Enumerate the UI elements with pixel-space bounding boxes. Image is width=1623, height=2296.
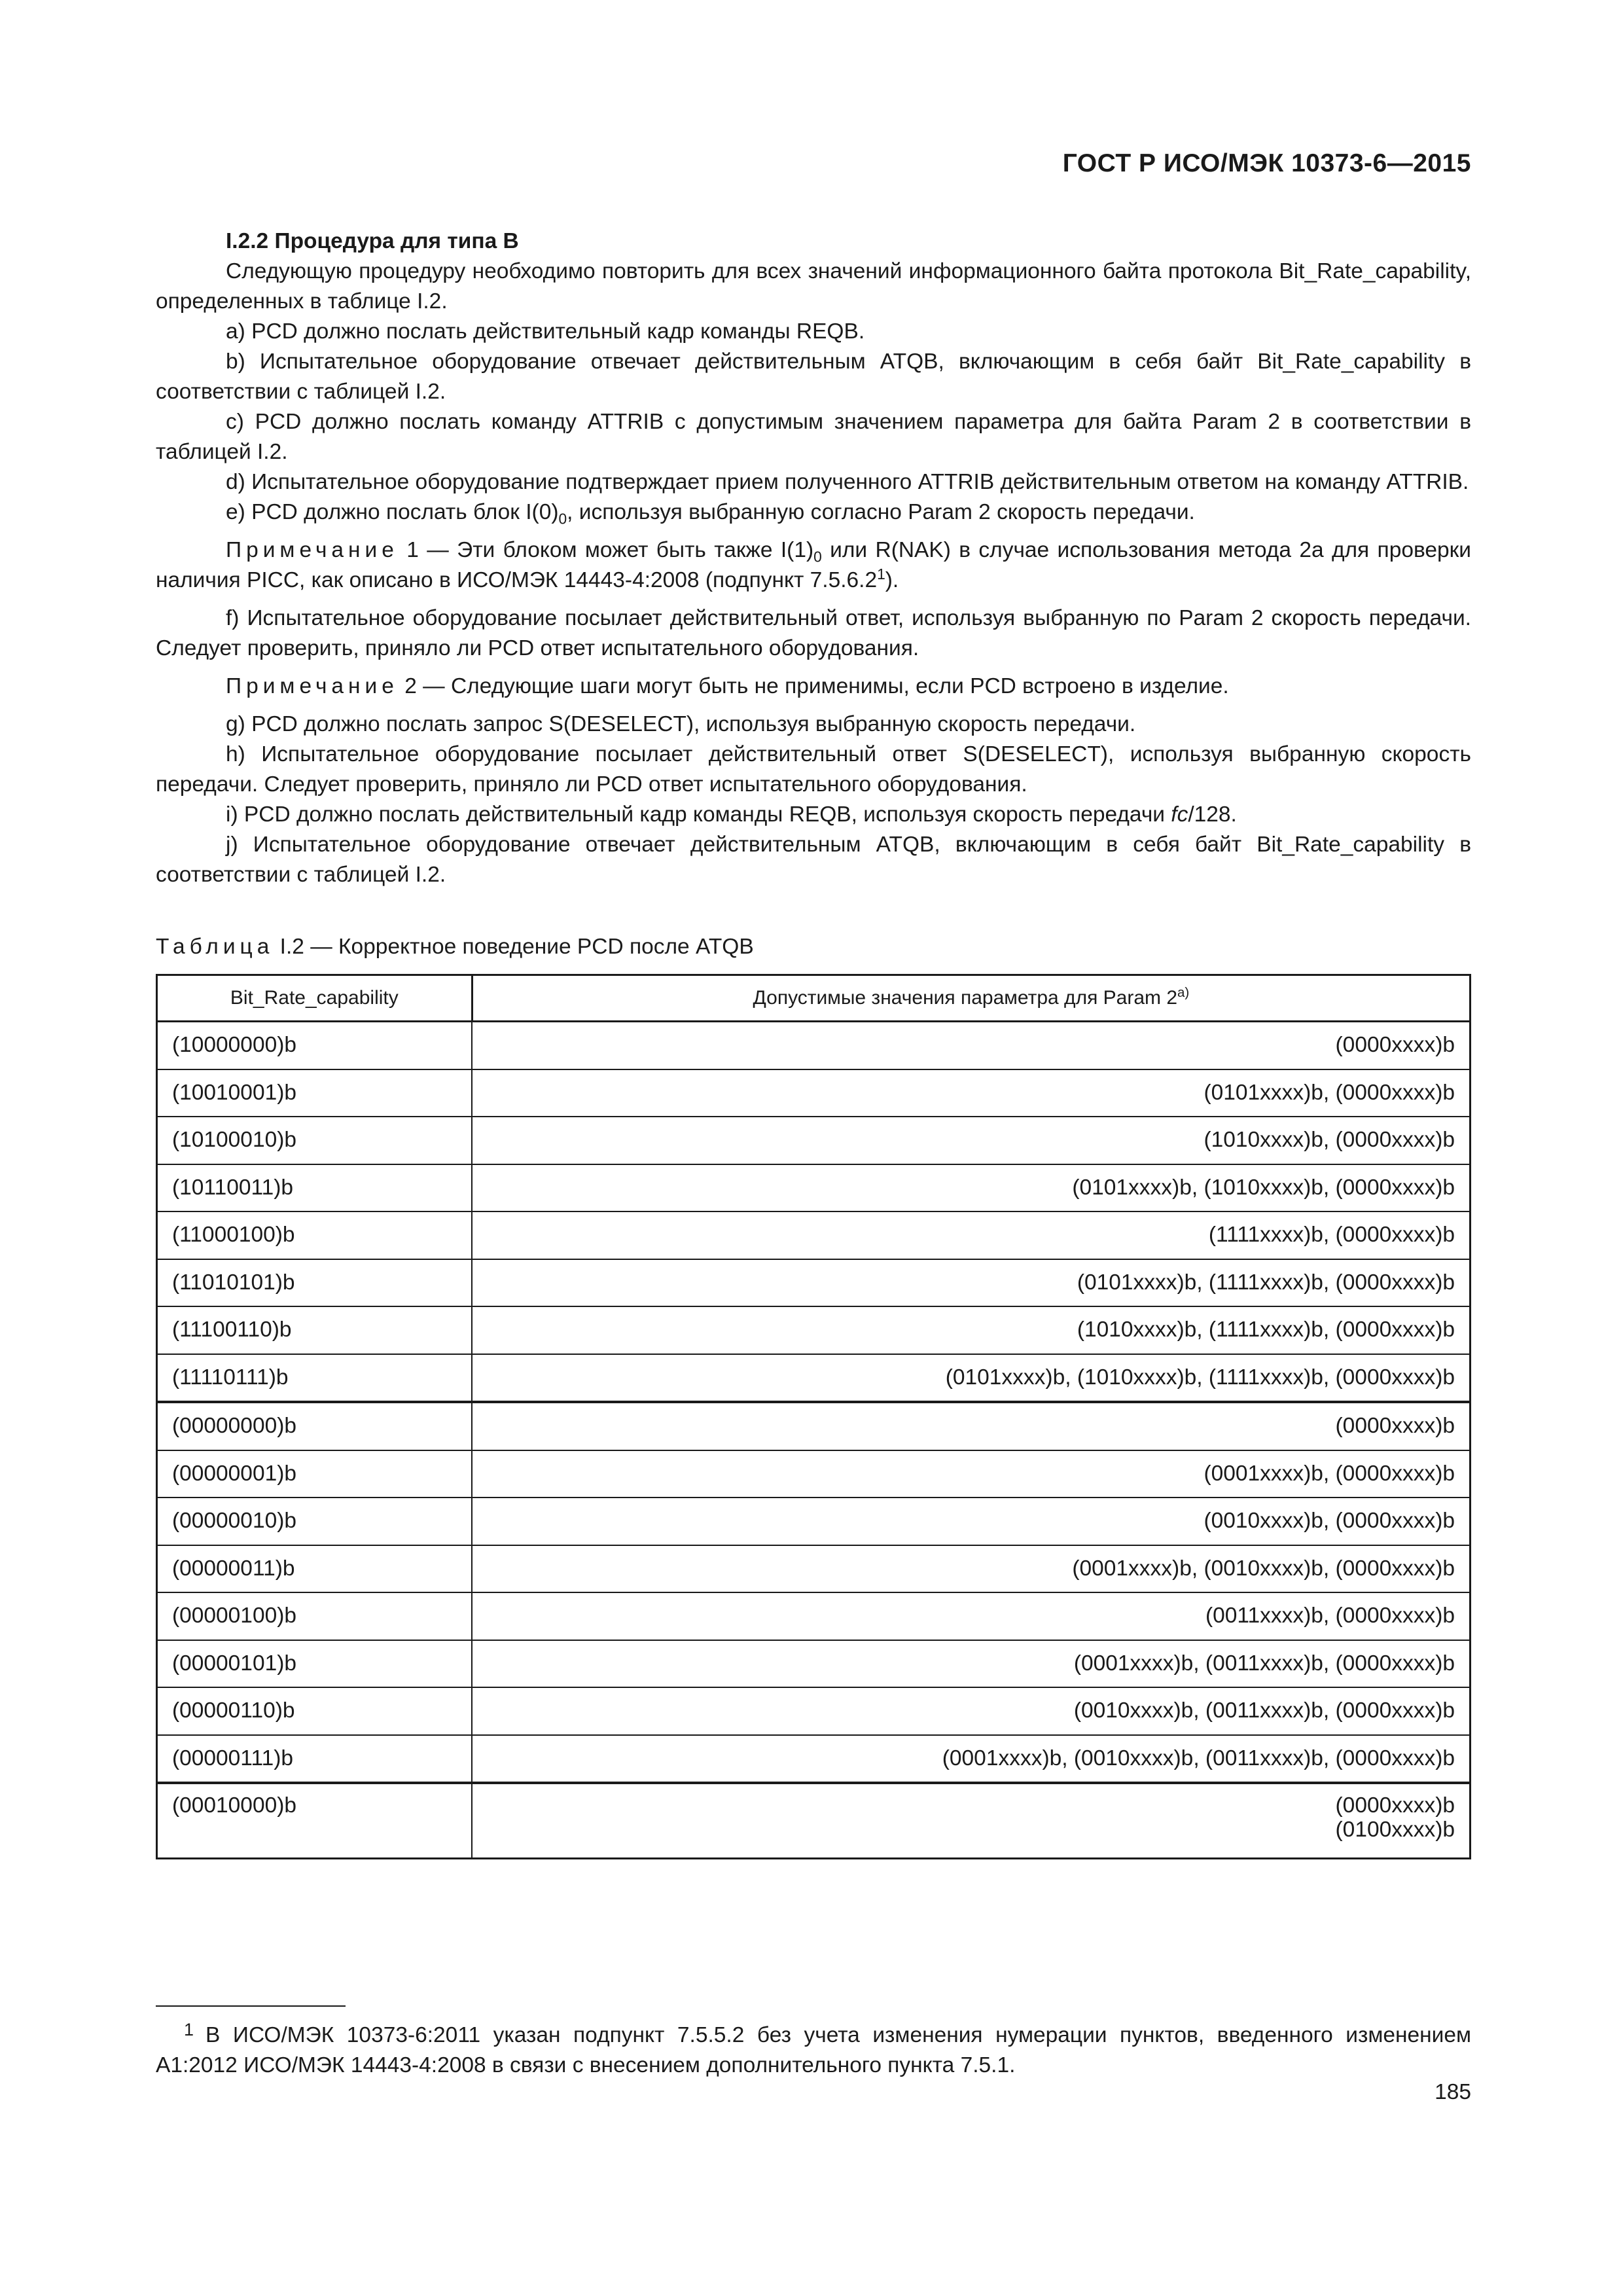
table-row <box>157 1450 1471 1498</box>
step-b: b) Испытательное оборудование отвечает действительным ATQB, включающим в себя байт Bit_Rate_capability в соответствии с таблицей I.2. <box>156 350 1471 404</box>
capability-cell: (10110011)b <box>157 1164 473 1212</box>
step-h: h) Испытательное оборудование посылает действительный ответ S(DESELECT), используя выбранную скорость передачи. Следует проверить, приняло ли PCD ответ испытательного оборудования. <box>156 742 1471 797</box>
note-label: Примечание <box>226 538 399 562</box>
table-row <box>157 1545 1471 1593</box>
table-row <box>157 1164 1471 1212</box>
param-values-cell: (0001xxxx)b, (0010xxxx)b, (0011xxxx)b, (0000xxxx)b <box>472 1735 1470 1784</box>
table-row <box>157 1354 1471 1403</box>
bit-rate-table <box>156 974 1471 1859</box>
capability-cell: (00000000)b <box>157 1402 473 1450</box>
capability-cell: (00010000)b <box>157 1783 473 1859</box>
note-label: Примечание <box>226 674 399 698</box>
param-values-cell: (0101xxxx)b, (0000xxxx)b <box>472 1069 1470 1117</box>
capability-cell: (00000110)b <box>157 1687 473 1735</box>
param-values-cell: (0001xxxx)b, (0000xxxx)b <box>472 1450 1470 1498</box>
capability-cell: (00000010)b <box>157 1498 473 1545</box>
table-header-capability: Bit_Rate_capability <box>157 975 473 1022</box>
capability-cell: (00000111)b <box>157 1735 473 1784</box>
capability-cell: (10010001)b <box>157 1069 473 1117</box>
param-values-cell: (0010xxxx)b, (0011xxxx)b, (0000xxxx)b <box>472 1687 1470 1735</box>
table-row <box>157 1592 1471 1640</box>
param-values-cell: (0011xxxx)b, (0000xxxx)b <box>472 1592 1470 1640</box>
param-values-cell: (0101xxxx)b, (1010xxxx)b, (1111xxxx)b, (0000xxxx)b <box>472 1354 1470 1403</box>
table-row <box>157 1498 1471 1545</box>
table-row <box>157 1687 1471 1735</box>
section-intro: Следующую процедуру необходимо повторить для всех значений информационного байта протокола Bit_Rate_capability, определенных в таблице I.2. <box>156 259 1471 314</box>
document-body <box>156 226 1471 1859</box>
step-f: f) Испытательное оборудование посылает действительный ответ, используя выбранную по Param 2 скорость передачи. Следует проверить, приняло ли PCD ответ испытательного оборудования. <box>156 606 1471 660</box>
param-values-cell: (0010xxxx)b, (0000xxxx)b <box>472 1498 1470 1545</box>
table-row <box>157 1402 1471 1450</box>
table-caption: Таблица I.2 — Корректное поведение PCD после ATQB <box>156 935 754 959</box>
table-row <box>157 1211 1471 1259</box>
capability-cell: (00000011)b <box>157 1545 473 1593</box>
table-row <box>157 1259 1471 1307</box>
param-values-cell: (0000xxxx)b <box>472 1022 1470 1069</box>
footnote <box>156 2015 1471 2081</box>
table-row <box>157 1069 1471 1117</box>
footnote-divider <box>156 2005 346 2007</box>
capability-cell: (11000100)b <box>157 1211 473 1259</box>
table-row <box>157 1735 1471 1784</box>
note-1: Примечание 1 — Эти блоком может быть также $I(1)_0$ или R(NAK) в случае использования метода 2а для проверки наличия PICC, как описано в ИСО/МЭК 14443-4:2008 (подпункт 7.5.6.2$^1$). <box>156 538 1472 592</box>
step-g: g) PCD должно послать запрос S(DESELECT), используя выбранную скорость передачи. <box>226 712 1136 736</box>
param-values-cell: (0001xxxx)b, (0010xxxx)b, (0000xxxx)b <box>472 1545 1470 1593</box>
param-values-cell: (1111xxxx)b, (0000xxxx)b <box>472 1211 1470 1259</box>
capability-cell: (11110111)b <box>157 1354 473 1403</box>
footnote-text: В ИСО/МЭК 10373-6:2011 указан подпункт 7.5.5.2 без учета изменения нумерации пунктов, введенного изменением А1:2012 ИСО/МЭК 14443-4:2008 в связи с внесением дополнительного пункта 7.5.1. <box>156 2023 1471 2077</box>
capability-cell: (11100110)b <box>157 1306 473 1354</box>
capability-cell: (10000000)b <box>157 1022 473 1069</box>
table-row <box>157 1117 1471 1164</box>
param-values-cell: (1010xxxx)b, (0000xxxx)b <box>472 1117 1470 1164</box>
param-values-cell: (0001xxxx)b, (0011xxxx)b, (0000xxxx)b <box>472 1640 1470 1688</box>
section-title: I.2.2 Процедура для типа В <box>226 229 519 253</box>
step-e: e) PCD должно послать блок $I(0)_0$, используя выбранную согласно Param 2 скорость передачи. <box>226 500 1195 528</box>
table-row <box>157 1640 1471 1688</box>
step-a: а) PCD должно послать действительный кадр команды REQB. <box>226 319 865 344</box>
footnote-mark: 1 <box>183 2020 194 2039</box>
table-row <box>157 1022 1471 1069</box>
capability-cell: (11010101)b <box>157 1259 473 1307</box>
capability-cell: (00000101)b <box>157 1640 473 1688</box>
capability-cell: (10100010)b <box>157 1117 473 1164</box>
table-row <box>157 1306 1471 1354</box>
table-row <box>157 1783 1471 1859</box>
table-header-param2: Допустимые значения параметра для Param 2$^{a)}$ <box>472 975 1470 1022</box>
step-c: с) PCD должно послать команду ATTRIB с допустимым значением параметра для байта Param 2 в соответствии в таблицей I.2. <box>156 410 1471 464</box>
capability-cell: (00000001)b <box>157 1450 473 1498</box>
param-values-cell: (0101xxxx)b, (1111xxxx)b, (0000xxxx)b <box>472 1259 1470 1307</box>
capability-cell: (00000100)b <box>157 1592 473 1640</box>
step-d: d) Испытательное оборудование подтверждает прием полученного ATTRIB действительным ответом на команду ATTRIB. <box>226 470 1469 494</box>
param-values-cell: (1010xxxx)b, (1111xxxx)b, (0000xxxx)b <box>472 1306 1470 1354</box>
note-2: Примечание 2 — Следующие шаги могут быть не применимы, если PCD встроено в изделие. <box>226 674 1229 698</box>
page-number: 185 <box>1435 2080 1471 2104</box>
param-values-cell: (0101xxxx)b, (1010xxxx)b, (0000xxxx)b <box>472 1164 1470 1212</box>
document-header: ГОСТ Р ИСО/МЭК 10373-6—2015 <box>1062 149 1471 177</box>
step-i: i) PCD должно послать действительный кадр команды REQB, используя скорость передачи fc/128. <box>226 802 1237 827</box>
step-j: j) Испытательное оборудование отвечает действительным ATQB, включающим в себя байт Bit_Rate_capability в соответствии с таблицей I.2. <box>156 833 1471 887</box>
param-values-cell: (0000xxxx)b (0100xxxx)b <box>472 1783 1470 1859</box>
param-values-cell: (0000xxxx)b <box>472 1402 1470 1450</box>
